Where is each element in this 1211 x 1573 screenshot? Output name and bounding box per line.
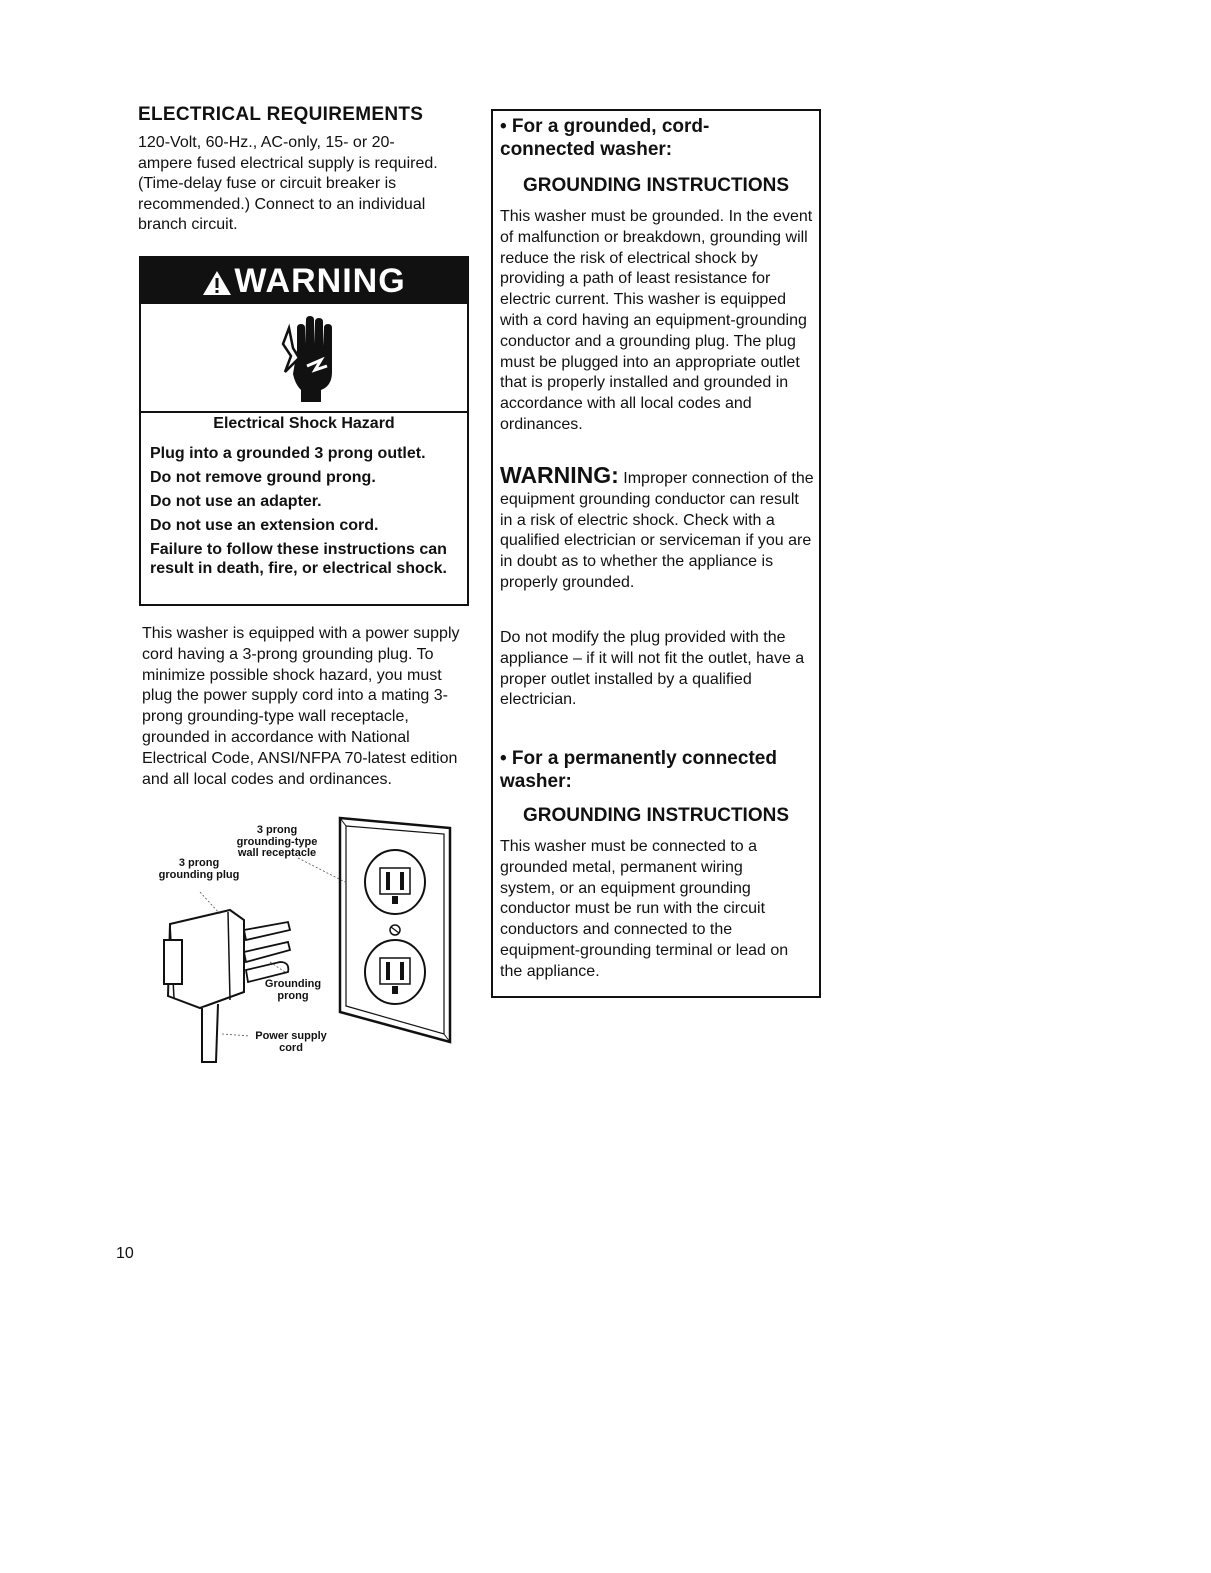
do-not-modify-text: Do not modify the plug provided with the appliance – if it will not fit the outlet, have a proper outlet installed by a qualified electrician. bbox=[500, 629, 805, 709]
warning-header bbox=[141, 258, 467, 304]
warning-line-3: Do not use an adapter. bbox=[150, 493, 322, 510]
grounding-instructions-box bbox=[491, 109, 821, 998]
improper-connection-warning bbox=[500, 462, 815, 594]
warning-triangle-icon bbox=[202, 269, 232, 297]
electrical-requirements-title: ELECTRICAL REQUIREMENTS bbox=[138, 104, 424, 125]
electrical-requirements-text: 120-Volt, 60-Hz., AC-only, 15- or 20-ampere fused electrical supply is required. (Time-delay fuse or circuit breaker is recommended.) Connect to an individual branch circuit. bbox=[138, 134, 438, 233]
grounding-prong-label: Grounding prong bbox=[264, 978, 322, 1002]
warning-divider bbox=[141, 411, 467, 413]
cord-connected-text: This washer must be grounded. In the event of malfunction or breakdown, grounding will reduce the risk of electrical shock by providing a path of least resistance for electric current. This washer is equipped with a cord having an equipment-grounding conductor and a grounding plug. The plug must be plugged into an appropriate outlet that is properly installed and grounded in accordance with all local codes and ordinances. bbox=[500, 208, 813, 433]
plug-receptacle-diagram bbox=[140, 812, 460, 1074]
cord-connected-heading: • For a grounded, cord-connected washer: bbox=[500, 116, 710, 160]
receptacle-label: 3 prong grounding-type wall receptacle bbox=[236, 824, 318, 859]
washer-cord-text: This washer is equipped with a power supply cord having a 3-prong grounding plug. To minimize possible shock hazard, you must plug the power supply cord into a mating 3-prong grounding-type wall receptacle, grounded in accordance with National Electrical Code, ANSI/NFPA 70-latest edition and all local codes and ordinances. bbox=[142, 625, 460, 788]
hazard-title: Electrical Shock Hazard bbox=[213, 415, 395, 432]
grounding-instructions-title-1: GROUNDING INSTRUCTIONS bbox=[523, 175, 789, 196]
plug-label: 3 prong grounding plug bbox=[158, 857, 240, 881]
warning-line-5: Failure to follow these instructions can result in death, fire, or electrical shock. bbox=[150, 541, 447, 577]
warning-line-4: Do not use an extension cord. bbox=[150, 517, 379, 534]
power-cord-label: Power supply cord bbox=[255, 1030, 327, 1054]
permanently-connected-text: This washer must be connected to a grounded metal, permanent wiring system, or an equipment grounding conductor must be run with the circuit conductors and connected to the equipment-grounding terminal or lead on the appliance. bbox=[500, 838, 789, 980]
warning-box bbox=[139, 256, 469, 606]
warning-label: WARNING: bbox=[500, 462, 619, 488]
warning-line-1: Plug into a grounded 3 prong outlet. bbox=[150, 445, 426, 462]
warning-body: Improper connection of the equipment grounding conductor can result in a risk of electric shock. Check with a qualified electrician or serviceman if you are in doubt as to whether the appliance is properly grounded. bbox=[500, 470, 814, 591]
grounding-instructions-title-2: GROUNDING INSTRUCTIONS bbox=[523, 805, 789, 826]
page-number: 10 bbox=[116, 1245, 134, 1262]
warning-header-label: WARNING bbox=[234, 262, 406, 300]
permanently-connected-heading: • For a permanently connected washer: bbox=[500, 748, 777, 792]
warning-line-2: Do not remove ground prong. bbox=[150, 469, 376, 486]
electrical-shock-icon bbox=[281, 314, 337, 404]
